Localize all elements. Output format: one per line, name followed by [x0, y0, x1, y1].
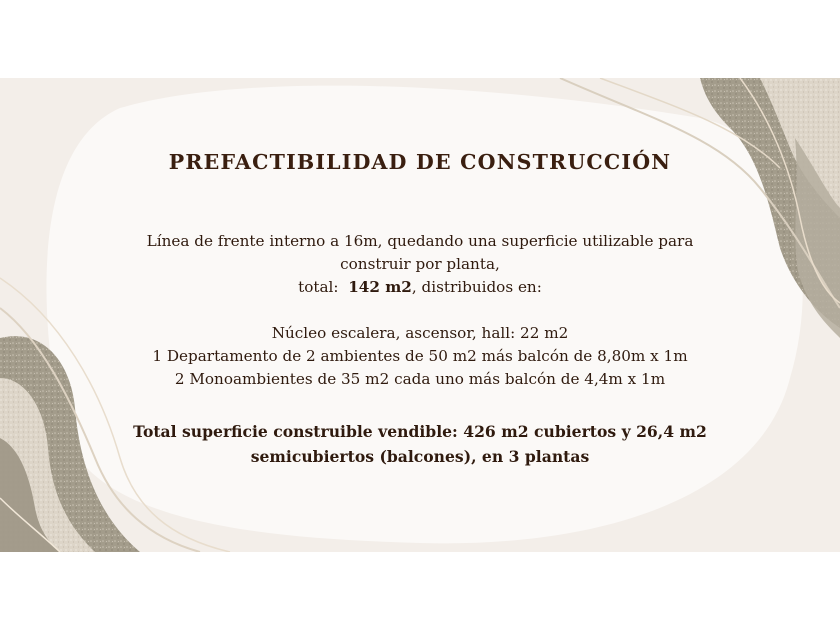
total-line-1: Total superficie construible vendible: 426 m2 cubiertos y 26,4 m2	[133, 422, 707, 441]
slide-title: PREFACTIBILIDAD DE CONSTRUCCIÓN	[168, 150, 672, 174]
intro-line-3	[0, 276, 840, 299]
total-line-2: semicubiertos (balcones), en 3 plantas	[250, 447, 590, 466]
intro-line-3-prefix: total:	[298, 278, 349, 296]
list-item: 2 Monoambientes de 35 m2 cada uno más balcón de 4,4m x 1m	[174, 370, 666, 388]
slide	[0, 78, 840, 552]
slide-content	[0, 78, 840, 552]
area-per-floor-value: 142 m2	[348, 278, 412, 296]
intro-line-3-suffix: , distribuidos en:	[411, 278, 542, 296]
intro-line-1: Línea de frente interno a 16m, quedando una superficie utilizable para	[146, 232, 694, 250]
list-item: 1 Departamento de 2 ambientes de 50 m2 más balcón de 8,80m x 1m	[152, 347, 688, 365]
list-item: Núcleo escalera, ascensor, hall: 22 m2	[271, 324, 569, 342]
intro-line-2: construir por planta,	[340, 255, 500, 273]
